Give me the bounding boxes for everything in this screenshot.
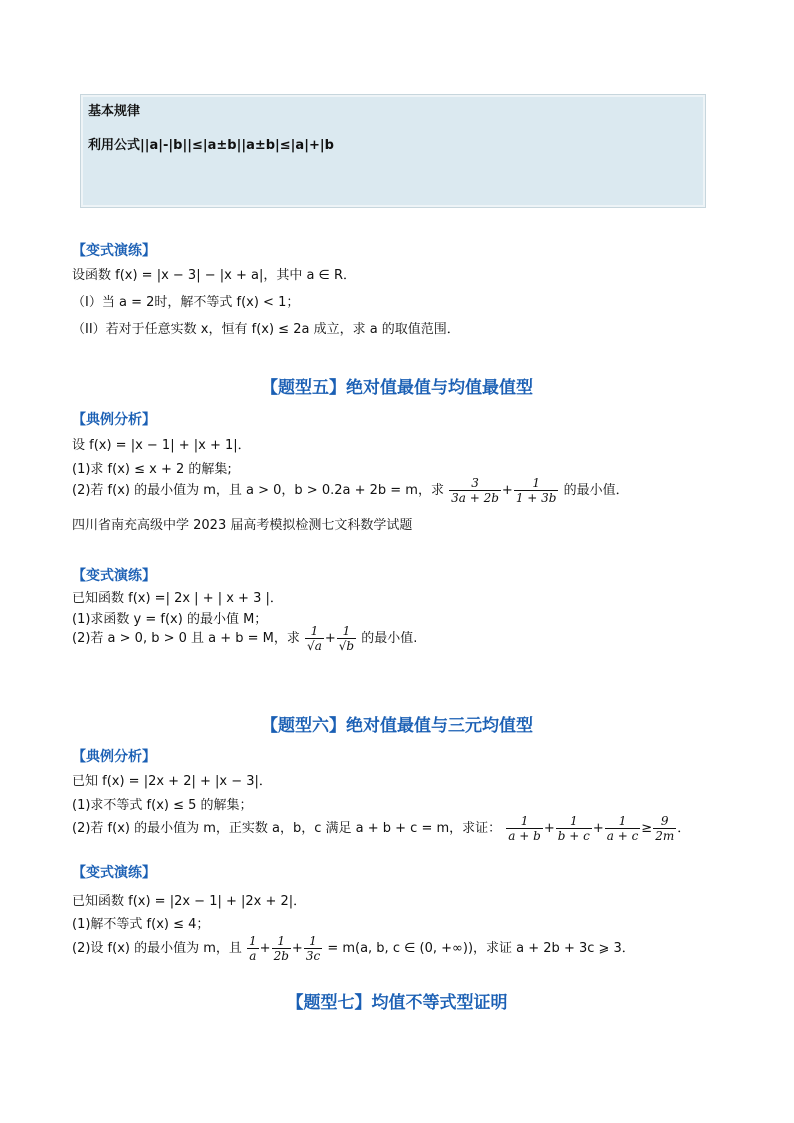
- fraction: $\frac{1}{a + c}$: [606, 814, 639, 843]
- section-heading-5: 【题型五】绝对值最值与均值最值型: [261, 378, 533, 398]
- variant-3-line-3-text: (2)设 f(x) 的最小值为 m，且: [72, 941, 242, 956]
- section-heading-7: 【题型七】均值不等式型证明: [286, 993, 508, 1013]
- fraction: $\frac{9}{2m}$: [655, 814, 675, 843]
- example-6-line-3: (2)若 f(x) 的最小值为 m，正实数 a，b，c 满足 a + b + c = m，求证： $\frac{1}{a + b}$ + $\frac{1}{b + c}$ + $\frac{1}{a + c}$ ≥ $\frac{9}{2m}$ ．: [72, 814, 691, 843]
- variant-3-line-3: (2)设 f(x) 的最小值为 m，且 $\frac{1}{a}$ + $\frac{1}{2b}$ + $\frac{1}{3c}$ = m(a, b, c ∈ (0, +∞))，求证 a + 2b + 3c ⩾ 3．: [72, 934, 635, 963]
- example-tag-5: 【典例分析】: [72, 412, 156, 428]
- variant-3-line-3-end: = m(a, b, c ∈ (0, +∞))，求证 a + 2b + 3c ⩾ 3．: [327, 941, 635, 956]
- variant-1-line-2: （I）当 a = 2时，解不等式 f(x) < 1；: [72, 295, 300, 310]
- variant-tag-1: 【变式演练】: [72, 243, 156, 259]
- fraction: $\frac{1}{2b}$: [273, 934, 289, 963]
- fraction: $\frac{3}{3a + 2b}$: [451, 476, 499, 505]
- example-5-line-3: (2)若 f(x) 的最小值为 m，且 a > 0，b > 0.2a + 2b = m，求 $\frac{3}{3a + 2b}$ + $\frac{1}{1 + 3b}$ 的最小值．: [72, 476, 629, 505]
- source-note: 四川省南充高级中学 2023 届高考模拟检测七文科数学试题: [72, 518, 413, 533]
- fraction: $\frac{1}{√a}$: [307, 624, 322, 653]
- fraction: $\frac{1}{3c}$: [305, 934, 321, 963]
- example-6-line-2: (1)求不等式 f(x) ≤ 5 的解集；: [72, 798, 253, 813]
- example-5-line-3-text: (2)若 f(x) 的最小值为 m，且 a > 0，b > 0.2a + 2b = m，求: [72, 483, 444, 498]
- variant-3-line-1: 已知函数 f(x) = |2x − 1| + |2x + 2|．: [72, 894, 307, 909]
- example-6-line-1: 已知 f(x) = |2x + 2| + |x − 3|．: [72, 774, 272, 789]
- fraction: $\frac{1}{1 + 3b}$: [515, 476, 557, 505]
- example-5-line-2: (1)求 f(x) ≤ x + 2 的解集;: [72, 462, 232, 477]
- variant-3-line-2: (1)解不等式 f(x) ≤ 4；: [72, 917, 210, 932]
- rule-box-title: 基本规律: [88, 104, 141, 119]
- fraction: $\frac{1}{√b}$: [338, 624, 355, 653]
- variant-1-line-1: 设函数 f(x) = |x − 3| − |x + a|，其中 a ∈ R．: [72, 268, 357, 283]
- fraction: $\frac{1}{a + b}$: [508, 814, 541, 843]
- fraction: $\frac{1}{a}$: [249, 934, 257, 963]
- fraction: $\frac{1}{b + c}$: [557, 814, 590, 843]
- example-tag-6: 【典例分析】: [72, 749, 156, 765]
- variant-tag-2: 【变式演练】: [72, 568, 156, 584]
- variant-2-line-3-text: (2)若 a > 0, b > 0 且 a + b = M，求: [72, 631, 300, 646]
- example-6-line-3-text: (2)若 f(x) 的最小值为 m，正实数 a，b，c 满足 a + b + c = m，求证：: [72, 821, 502, 836]
- example-5-line-1: 设 f(x) = |x − 1| + |x + 1|．: [72, 438, 251, 453]
- variant-2-line-1: 已知函数 f(x) =| 2x | + | x + 3 |．: [72, 591, 283, 606]
- variant-tag-3: 【变式演练】: [72, 865, 156, 881]
- variant-2-line-3: (2)若 a > 0, b > 0 且 a + b = M，求 $\frac{1}{√a}$ + $\frac{1}{√b}$ 的最小值.: [72, 624, 418, 653]
- example-6-line-3-end: ．: [677, 821, 691, 836]
- rule-box-formula: 利用公式||a|-|b||≤|a±b||a±b|≤|a|+|b: [88, 138, 334, 153]
- variant-2-line-3-end: 的最小值.: [361, 631, 418, 646]
- section-heading-6: 【题型六】绝对值最值与三元均值型: [261, 716, 533, 736]
- variant-1-line-3: （II）若对于任意实数 x，恒有 f(x) ≤ 2a 成立，求 a 的取值范围．: [72, 322, 460, 337]
- variant-2-line-2: (1)求函数 y = f(x) 的最小值 M；: [72, 612, 268, 627]
- example-5-line-3-end: 的最小值．: [563, 483, 629, 498]
